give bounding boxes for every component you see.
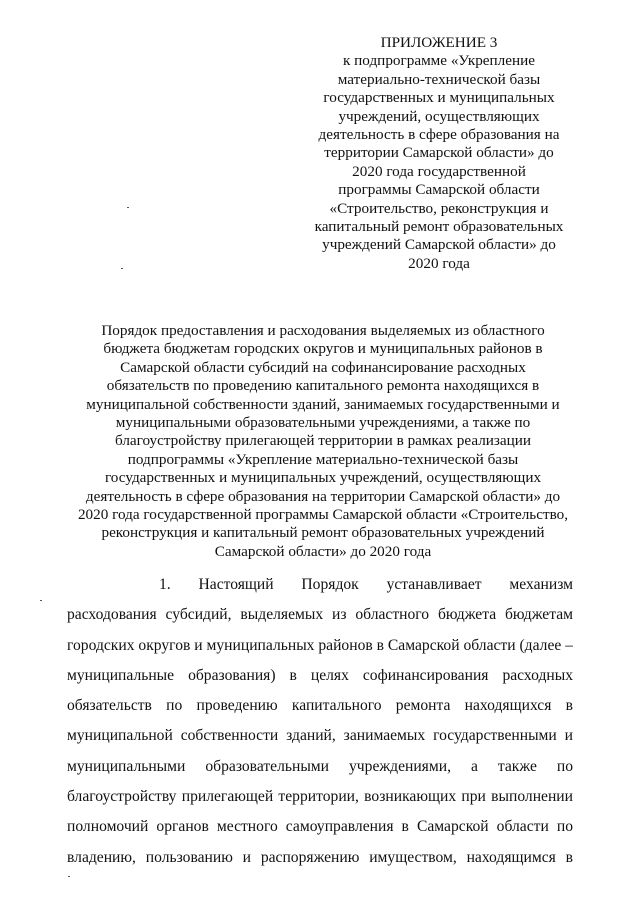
appendix-line: к подпрограмме «Укрепление — [343, 52, 535, 70]
appendix-line: капитальный ремонт образовательных — [314, 218, 564, 236]
appendix-header — [305, 34, 573, 273]
title-line: бюджета бюджетам городских округов и муниципальных районов в — [103, 340, 543, 358]
scan-speck — [127, 207, 129, 208]
appendix-line: учреждений Самарской области» до — [322, 236, 556, 254]
body-line: обязательств по проведению капитального ремонта находящихся в — [67, 697, 573, 715]
appendix-line: материально-технической базы — [337, 70, 541, 88]
title-line: подпрограммы «Укрепление материально-технической базы — [127, 450, 519, 468]
appendix-line: программы Самарской области — [338, 181, 540, 199]
appendix-line: ПРИЛОЖЕНИЕ 3 — [380, 34, 498, 51]
body-line: владению, пользованию и распоряжению имуществом, находящимся в — [67, 848, 573, 866]
body-line: 1. Настоящий Порядок устанавливает механизм — [159, 576, 573, 593]
body-line: муниципальными образовательными учреждениями, а также по — [67, 757, 573, 775]
scan-speck — [121, 268, 123, 269]
title-line: муниципальной собственности зданий, занимаемых государственными и — [86, 395, 560, 413]
document-title — [54, 322, 592, 561]
title-line: муниципальными образовательными учреждениями, а также по — [115, 414, 531, 432]
body-line: благоустройству прилегающей территории, возникающих при выполнении — [67, 788, 573, 806]
scan-speck — [40, 600, 42, 601]
title-line: государственных и муниципальных учреждений, осуществляющих — [104, 469, 542, 487]
appendix-line: деятельность в сфере образования на — [318, 126, 560, 144]
scan-speck — [68, 876, 70, 877]
appendix-line: «Строительство, реконструкция и — [329, 199, 549, 217]
body-line: муниципальные образования) в целях софинансирования расходных — [67, 666, 573, 684]
appendix-line: учреждений, осуществляющих — [338, 107, 540, 125]
title-line: Самарской области субсидий на софинансирование расходных — [120, 358, 526, 376]
title-line: реконструкция и капитальный ремонт образовательных учреждений — [101, 524, 545, 542]
title-line: благоустройству прилегающей территории в рамках реализации — [114, 432, 532, 450]
title-line: 2020 года государственной программы Самарской области «Строительство, — [77, 506, 569, 524]
body-line: полномочий органов местного самоуправления в Самарской области по — [67, 818, 573, 836]
appendix-line: 2020 года — [408, 254, 470, 272]
body-line: городских округов и муниципальных районов в Самарской области (далее – — [67, 636, 573, 654]
title-line: деятельность в сфере образования на территории Самарской области» до — [85, 487, 561, 505]
body-line: муниципальной собственности зданий, занимаемых государственными и — [67, 727, 573, 745]
body-line: расходования субсидий, выделяемых из областного бюджета бюджетам — [67, 606, 573, 624]
title-line: обязательств по проведению капитального ремонта находящихся в — [106, 377, 540, 395]
appendix-line: 2020 года государственной — [352, 162, 526, 180]
body-paragraph — [67, 570, 573, 873]
title-line: Самарской области» до 2020 года — [214, 542, 432, 560]
appendix-line: территории Самарской области» до — [324, 144, 554, 162]
title-line: Порядок предоставления и расходования выделяемых из областного — [101, 322, 545, 339]
appendix-line: государственных и муниципальных — [323, 89, 555, 107]
